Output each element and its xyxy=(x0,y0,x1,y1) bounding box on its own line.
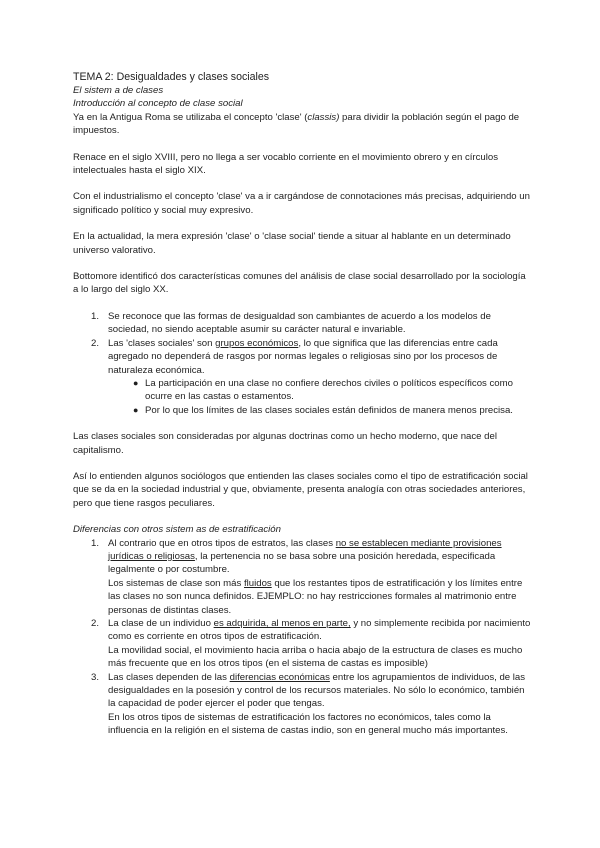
section-heading: El sistem a de clases xyxy=(73,85,164,96)
list-item: 2. Las 'clases sociales' son grupos económicos, lo que significa que las diferencias entre cada agregado no dependerá de rasgos por normas legales o religiosas sino por los procesos de naturaleza económica. xyxy=(91,337,498,376)
document-title: TEMA 2: Desigualdades y clases sociales xyxy=(73,71,270,83)
bullet-icon: ● xyxy=(133,377,139,388)
paragraph-roma: Ya en la Antigua Roma se utilizaba el concepto 'clase' (classis) para dividir la población según el pago de impuestos. xyxy=(73,111,520,137)
list-item: 1. Al contrario que en otros tipos de estratos, las clases no se establecen mediante provisiones jurídicas o religiosas, la pertenencia no se basa sobre una posición heredada, especificada legalmente o por costumbre. Los sistemas de clase son más fluidos que los restantes tipos de estratificación y los límites entre las clases no son nunca definidos. EJEMPLO: no hay restricciones formales al matrimonio entre personas de distintas clases. xyxy=(91,537,523,616)
paragraph-industrialismo: Con el industrialismo el concepto 'clase' va a ir cargándose de connotaciones más precisas, adquiriendo un significado político y social muy expresivo. xyxy=(73,191,530,216)
document-body xyxy=(73,70,531,738)
paragraph-bottomore: Bottomore identificó dos características comunes del análisis de clase social desarrollado por la sociología a lo largo del siglo XX. xyxy=(73,271,526,296)
bullet-list xyxy=(73,377,531,417)
bottomore-list xyxy=(73,310,531,377)
list-item: 1. Se reconoce que las formas de desigualdad son cambiantes de acuerdo a los modelos de sociedad, no siendo aceptable asumir su carácter natural e invariable. xyxy=(91,310,491,336)
bullet-item: ● La participación en una clase no confiere derechos civiles o políticos específicos como ocurre en las castas o estamentos. xyxy=(133,377,513,403)
subsection-heading-diferencias: Diferencias con otros sistem as de estratificación xyxy=(73,524,281,536)
diferencias-list xyxy=(73,537,531,738)
bullet-item: ● Por lo que los límites de las clases sociales están definidos de manera menos precisa. xyxy=(133,404,513,416)
bullet-icon: ● xyxy=(133,404,139,415)
paragraph-siglo-xviii: Renace en el siglo XVIII, pero no llega a ser vocablo corriente en el movimiento obrero y en círculos intelectuales hasta el siglo XIX. xyxy=(73,151,499,177)
paragraph-sociologos: Así lo entienden algunos sociólogos que entienden las clases sociales como el tipo de estratificación social que se da en la sociedad industrial y que, obviamente, presenta analogía con otras sociedades anteriores, pero que tiene rasgos peculiares. xyxy=(73,470,528,509)
paragraph-actualidad: En la actualidad, la mera expresión 'clase' o 'clase social' tiende a situar al hablante en un determinado universo valorativo. xyxy=(73,231,511,256)
list-item: 2. La clase de un individuo es adquirida, al menos en parte, y no simplemente recibida por nacimiento como es corriente en otros tipos de estratificación. La movilidad social, el movimiento hacia arriba o hacia abajo de la estructura de clases es mucho más frecuente que en los otros tipos (en el sistema de castas es imposible) xyxy=(91,618,531,670)
paragraph-capitalismo: Las clases sociales son consideradas por algunas doctrinas como un hecho moderno, que nace del capitalismo. xyxy=(73,431,497,456)
subsection-heading: Introducción al concepto de clase social xyxy=(73,98,243,110)
list-item: 3. Las clases dependen de las diferencias económicas entre los agrupamientos de individuos, de las desigualdades en la posesión y control de los recursos materiales. No sólo lo económico, también la capacidad de poder ejercer el poder que tengas. En los otros tipos de sistemas de estratificación los factores no económicos, tales como la influencia en la religión en el sistema de castas indio, son en general mucho más importantes. xyxy=(91,671,526,737)
